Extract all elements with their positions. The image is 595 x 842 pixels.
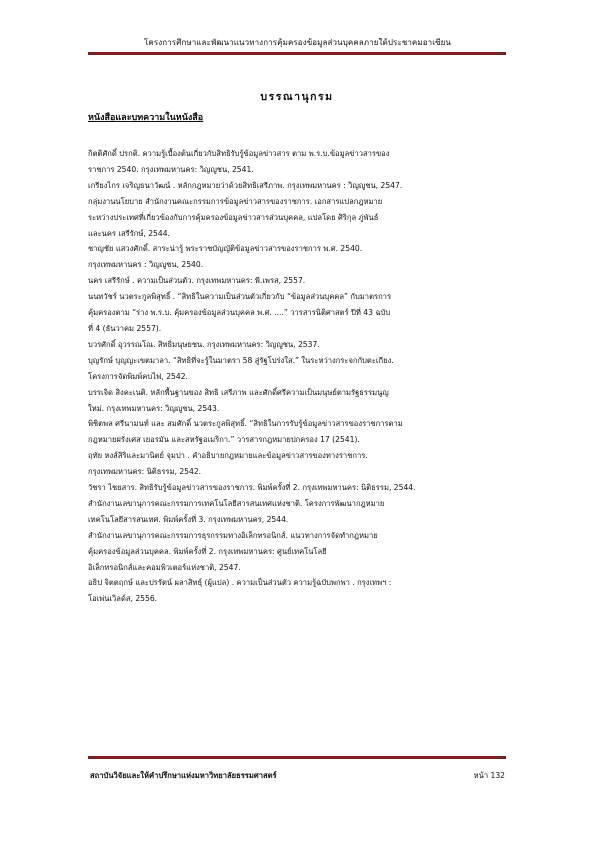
reference-line: ใหม่. กรุงเทพมหานคร: วิญญูชน, 2543. (88, 403, 220, 413)
reference-entry (88, 575, 520, 607)
reference-line: บรรเจิด สิงคะเนติ. หลักพื้นฐานของ สิทธิ เสรีภาพ และศักดิ์ศรีความเป็นมนุษย์ตามรัฐธรรมนูญ (88, 387, 389, 397)
reference-entry (88, 146, 520, 178)
reference-line: อิเล็กทรอนิกส์และคอมพิวเตอร์แห่งชาติ, 2547. (88, 562, 241, 572)
reference-line: คุ้มครองตาม “ร่าง พ.ร.บ. คุ้มครองข้อมูลส่วนบุคคล พ.ศ. ....” วารสารนิติศาสตร์ ปีที่ 43 ฉบับ (88, 308, 391, 318)
reference-list (88, 146, 520, 607)
reference-line: อธิป จิตตฤกษ์ และปรรัตน์ ผลาสิทธุ์ (ผู้แปล) . ความเป็นส่วนตัว ความรู้ฉบับพกพา . กรุงเทพฯ : (88, 578, 392, 588)
reference-entry (88, 385, 520, 417)
reference-line: ที่ 4 (ธันวาคม 2557). (88, 323, 162, 333)
reference-line: ระหว่างประเทศที่เกี่ยวข้องกับการคุ้มครองข้อมูลข่าวสารส่วนบุคคล, แปลโดย ศิริกุล ภู่พันธ์ (88, 212, 379, 222)
reference-entry (88, 241, 520, 273)
page-title: บรรณานุกรม (260, 91, 334, 103)
reference-entry (88, 194, 520, 242)
reference-line: วัชรา ไชยสาร. สิทธิรับรู้ข้อมูลข่าวสารของราชการ. พิมพ์ครั้งที่ 2. กรุงเทพมหานคร: นิติธรรม, 2544. (88, 483, 416, 493)
reference-line: สำนักงานเลขานุการคณะกรรมการเทคโนโลยีสารสนเทศแห่งชาติ. โครงการพัฒนากฎหมาย (88, 498, 385, 508)
reference-entry (88, 416, 520, 448)
reference-entry (88, 273, 520, 289)
reference-entry (88, 448, 520, 480)
reference-line: ชาญชัย แสวงศักดิ์. สาระน่ารู้ พระราชบัญญัติข้อมูลข่าวสารของราชการ พ.ศ. 2540. (88, 244, 363, 254)
reference-line: และนคร เสรีรักษ์, 2544. (88, 228, 170, 238)
footer-rule (88, 756, 506, 759)
reference-line: กิตติศักดิ์ ปรกติ. ความรู้เบื้องต้นเกี่ยวกับสิทธิรับรู้ข้อมูลข่าวสาร ตาม พ.ร.บ.ข้อมูลข่าวสารของ (88, 149, 390, 158)
section-heading: หนังสือและบทความในหนังสือ (88, 113, 204, 123)
footer-institution: สถาบันวิจัยและให้คำปรึกษาแห่งมหาวิทยาลัยธรรมศาสตร์ (90, 771, 277, 780)
reference-entry (88, 528, 520, 576)
reference-line: สำนักงานเลขานุการคณะกรรมการธุรกรรมทางอิเล็กทรอนิกส์. แนวทางการจัดทำกฎหมาย (88, 530, 378, 540)
reference-line: กรุงเทพมหานคร : วิญญูชน, 2540. (88, 260, 204, 270)
reference-line: นนทวัชร์ นวตระกูลพิสุทธิ์ . “สิทธิในความเป็นส่วนตัวเกี่ยวกับ “ข้อมูลส่วนบุคคล” กับมาตรการ (88, 292, 392, 302)
reference-entry (88, 353, 520, 385)
reference-line: ฤทัย หงส์สิริและมานิตย์ จุมปา . คำอธิบายกฎหมายและข้อมูลข่าวสารของทางราชการ. (88, 451, 368, 461)
reference-line: โครงการจัดพิมพ์คบไฟ, 2542. (88, 371, 188, 381)
reference-line: บุญรักษ์ บุญญะเขตมาลา. “สิทธิที่จะรู้ในมาตรา 58 สู่รัฐโปร่งใส.” ในระหว่างกระจกกับตะเกียง. (88, 355, 394, 365)
reference-line: กลุ่มงานนโยบาย สำนักงานคณะกรรมการข้อมูลข่าวสารของราชการ. เอกสารแปลกฎหมาย (88, 196, 383, 206)
reference-line: เทคโนโลยีสารสนเทศ. พิมพ์ครั้งที่ 3. กรุงเทพมหานคร, 2544. (88, 514, 289, 524)
reference-line: พิชิตพล ศรีนามนท์ และ สมศักดิ์ นวตระกูลพิสุทธิ์. “สิทธิในการรับรู้ข้อมูลข่าวสารของราชการตาม (88, 419, 403, 429)
reference-entry (88, 337, 520, 353)
reference-entry (88, 178, 520, 194)
reference-entry (88, 289, 520, 337)
reference-line: บวรศักดิ์ อุวรรณโณ. สิทธิมนุษยชน. กรุงเทพมหานคร: วิญญูชน, 2537. (88, 339, 320, 349)
reference-line: ราชการ 2540. กรุงเทพมหานคร: วิญญูชน, 2541. (88, 164, 254, 174)
reference-line: คุ้มครองข้อมูลส่วนบุคคล. พิมพ์ครั้งที่ 2. กรุงเทพมหานคร: ศูนย์เทคโนโลยี (88, 546, 327, 556)
reference-line: โอเพ่นเวิลด์ส, 2556. (88, 594, 158, 604)
header-rule (88, 52, 506, 55)
reference-line: เกรียงไกร เจริญธนาวัฒน์ . หลักกฎหมายว่าด้วยสิทธิเสรีภาพ. กรุงเทพมหานคร : วิญญูชน, 2547. (88, 180, 403, 190)
running-header: โครงการศึกษาและพัฒนาแนวทางการคุ้มครองข้อมูลส่วนบุคคลภายใต้ประชาคมอาเซียน (144, 38, 451, 47)
reference-line: กรุงเทพมหานคร: นิติธรรม, 2542. (88, 467, 202, 477)
reference-line: นคร เสรีรักษ์ . ความเป็นส่วนตัว. กรุงเทพมหานคร: พี.เพรส, 2557. (88, 276, 306, 286)
reference-line: กฎหมายฝรั่งเศส เยอรมัน และสหรัฐอเมริกา.” วารสารกฎหมายปกครอง 17 (2541). (88, 435, 360, 445)
reference-entry (88, 480, 520, 496)
reference-entry (88, 496, 520, 528)
page-number: หน้า 132 (473, 771, 505, 780)
